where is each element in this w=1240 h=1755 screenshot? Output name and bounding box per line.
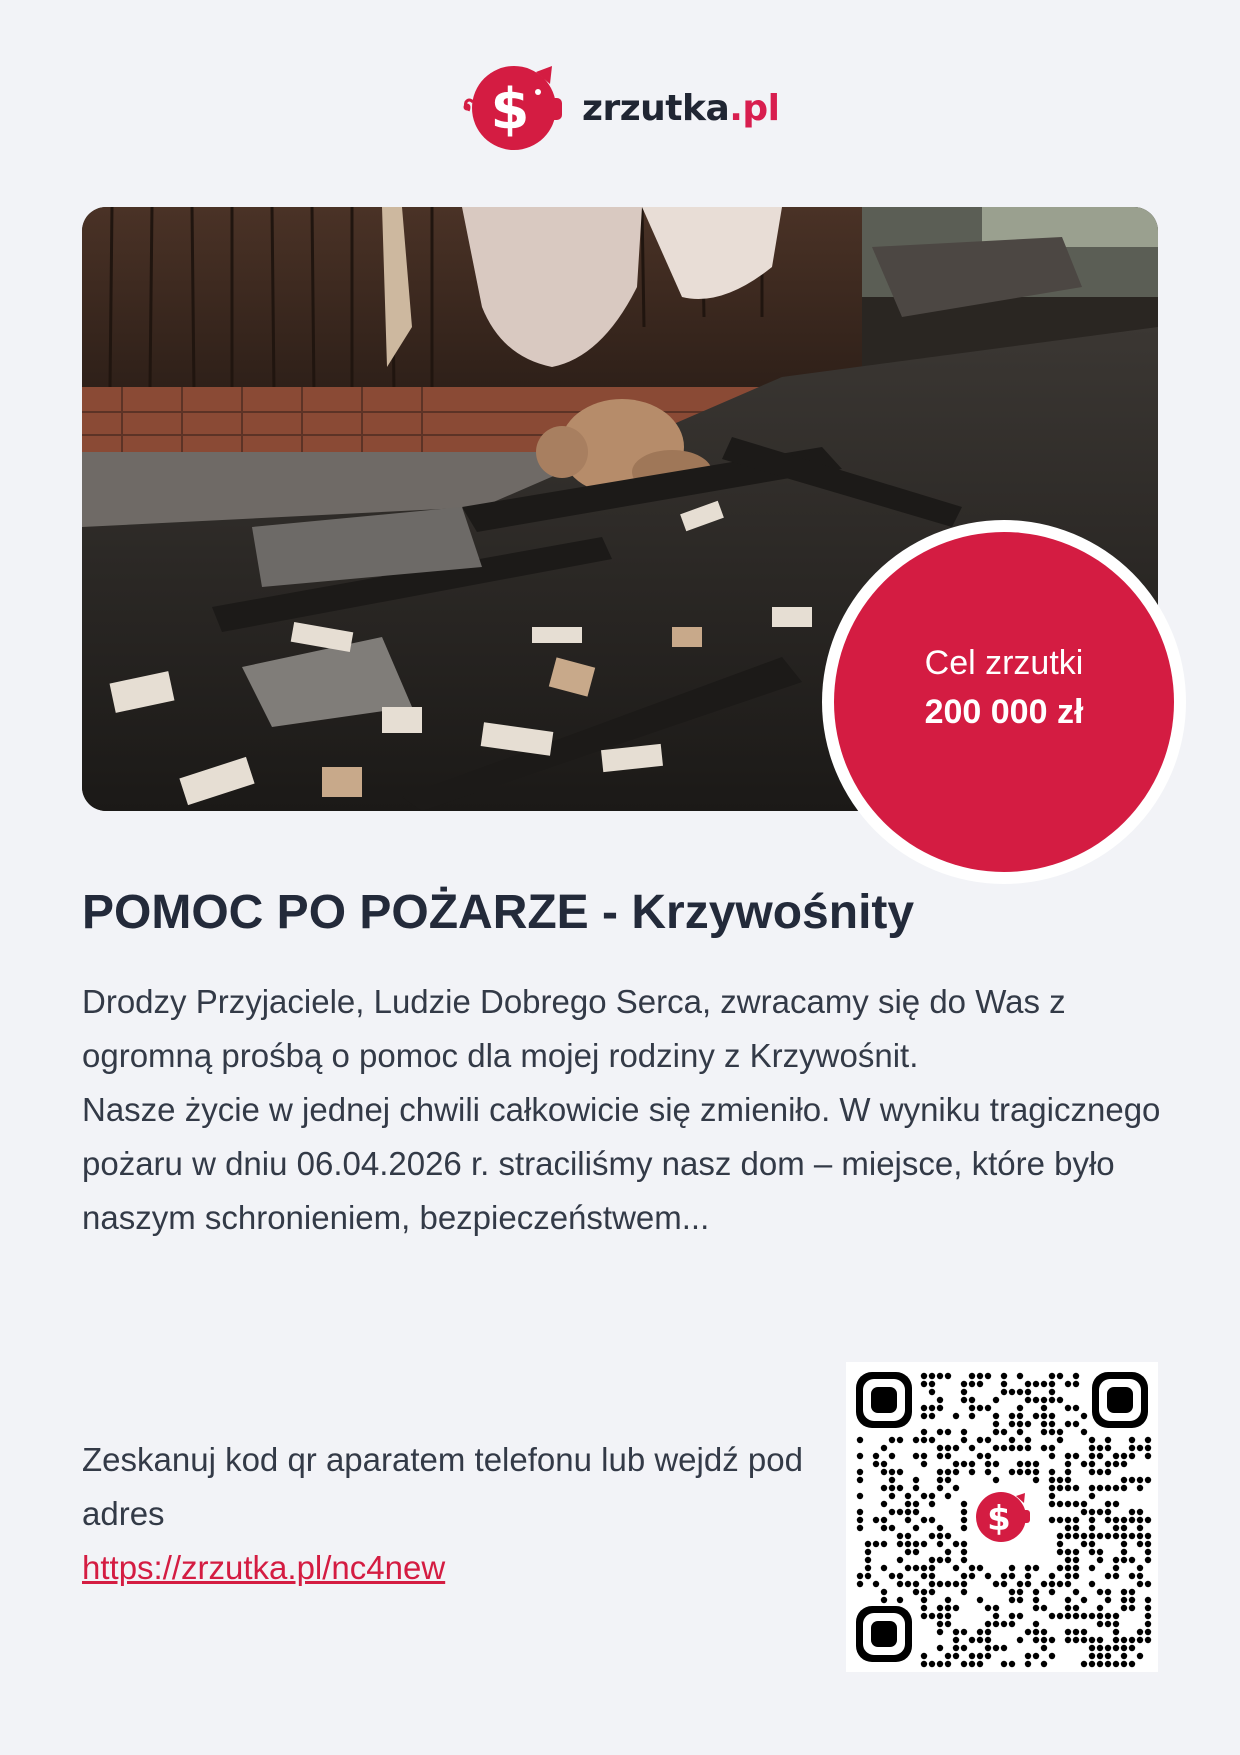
scan-instructions: [82, 1433, 822, 1595]
qr-code-icon: [846, 1362, 1158, 1672]
scan-instructions-text: Zeskanuj kod qr aparatem telefonu lub wejdź pod adres: [82, 1441, 803, 1532]
qr-center-logo: [968, 1484, 1036, 1550]
brand-logo[interactable]: [456, 62, 780, 154]
qr-finder-bottom-left: [856, 1606, 912, 1662]
svg-text:$: $: [490, 77, 530, 142]
campaign-description: [82, 975, 1162, 1245]
svg-text:$: $: [987, 1499, 1011, 1539]
qr-finder-top-right: [1092, 1372, 1148, 1428]
campaign-link[interactable]: https://zrzutka.pl/nc4new: [82, 1549, 446, 1586]
brand-name: zrzutka.pl: [582, 87, 780, 129]
goal-badge: [834, 532, 1174, 872]
goal-label: Cel zrzutki: [924, 644, 1084, 682]
campaign-title: POMOC PO POŻARZE - Krzywośnity: [82, 886, 915, 939]
qr-code[interactable]: [846, 1362, 1158, 1672]
piggy-bank-dollar-icon: [456, 62, 580, 154]
qr-finder-top-left: [856, 1372, 912, 1428]
goal-amount: 200 000 zł: [924, 693, 1084, 731]
description-paragraph: Drodzy Przyjaciele, Ludzie Dobrego Serca, zwracamy się do Was z ogromną prośbą o pomoc dla mojej rodziny z Krzywośnit.: [82, 983, 1066, 1074]
description-paragraph: Nasze życie w jednej chwili całkowicie się zmieniło. W wyniku tragicznego pożaru w dniu 06.04.2026 r. straciliśmy nasz dom – miejsce, które było naszym schronieniem, bezpieczeństwem...: [82, 1091, 1161, 1236]
